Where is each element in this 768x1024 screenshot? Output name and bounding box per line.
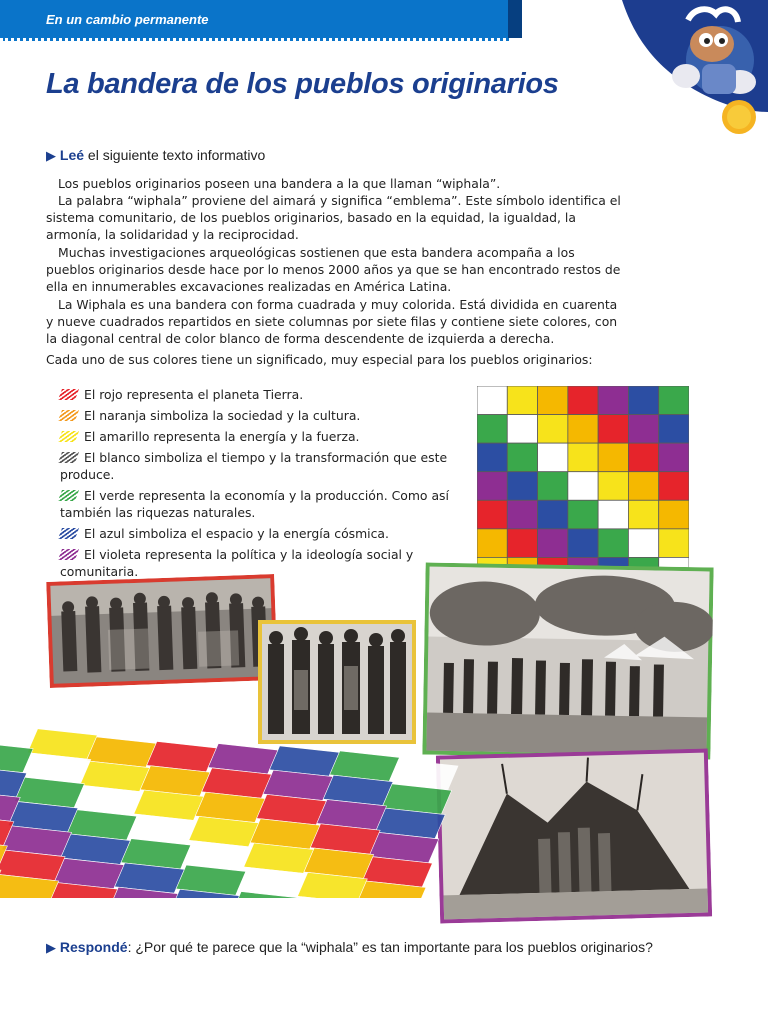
wiphala-square xyxy=(538,500,568,529)
page-title: La bandera de los pueblos originarios xyxy=(46,68,559,100)
wiphala-square xyxy=(598,386,628,415)
legend-item-orange: El naranja simboliza la sociedad y la cultura. xyxy=(60,407,455,424)
wiphala-square xyxy=(628,500,658,529)
wiphala-square xyxy=(507,529,537,558)
blue-swatch-icon xyxy=(58,528,79,539)
wiphala-square xyxy=(659,386,689,415)
photo-group-portrait-1 xyxy=(46,574,278,688)
wiphala-square xyxy=(659,500,689,529)
wiphala-square xyxy=(477,529,507,558)
triangle-bullet-icon: ▶ xyxy=(46,940,56,955)
legend-item-yellow: El amarillo representa la energía y la fuerza. xyxy=(60,428,455,445)
white-swatch-icon xyxy=(58,452,79,463)
wiphala-square xyxy=(659,529,689,558)
wiphala-square xyxy=(538,529,568,558)
paragraph-1: Los pueblos originarios poseen una bandera a la que llaman “wiphala”. xyxy=(58,176,501,191)
wiphala-square xyxy=(628,529,658,558)
red-swatch-icon xyxy=(58,389,79,400)
wiphala-square xyxy=(659,443,689,472)
wiphala-square xyxy=(568,500,598,529)
wiphala-square xyxy=(477,443,507,472)
wiphala-square xyxy=(507,386,537,415)
wiphala-square xyxy=(477,472,507,501)
wiphala-square xyxy=(507,500,537,529)
wiphala-square xyxy=(477,500,507,529)
wiphala-square xyxy=(598,472,628,501)
photo-tent-scene xyxy=(436,748,712,923)
paragraph-3: Muchas investigaciones arqueológicas sostienen que esta bandera acompaña a los pueblos originarios desde hace por lo menos 2000 años ya que se han encontrado restos de ella en innumerables excavaciones realizadas en América Latina. xyxy=(46,245,621,294)
wiphala-square xyxy=(568,443,598,472)
wiphala-square xyxy=(598,500,628,529)
wiphala-square xyxy=(598,415,628,444)
legend-item-red: El rojo representa el planeta Tierra. xyxy=(60,386,455,403)
wiphala-square xyxy=(477,386,507,415)
wiphala-square xyxy=(628,472,658,501)
yellow-swatch-icon xyxy=(58,431,79,442)
waving-wiphala-flag xyxy=(0,708,470,898)
instruction-verb: Leé xyxy=(59,147,85,163)
section-title: En un cambio permanente xyxy=(46,12,209,27)
orange-swatch-icon xyxy=(58,410,79,421)
wiphala-square xyxy=(659,472,689,501)
wiphala-square xyxy=(507,443,537,472)
reading-instruction xyxy=(46,147,265,164)
wiphala-square xyxy=(628,443,658,472)
paragraph-4: La Wiphala es una bandera con forma cuadrada y muy colorida. Está dividida en cuarenta y nueve cuadrados repartidos en siete columnas por siete filas y contiene siete colores, con la diagonal central de color blanco de forma descendente de izquierda a derecha. xyxy=(46,297,618,346)
paragraph-5: Cada uno de sus colores tiene un significado, muy especial para los pueblos originarios: xyxy=(46,352,593,367)
legend-item-violet: El violeta representa la política y la ideología social y comunitaria. xyxy=(60,546,455,580)
wiphala-square xyxy=(538,386,568,415)
wiphala-square xyxy=(538,472,568,501)
paragraph-2: La palabra “wiphala” proviene del aimará y significa “emblema”. Este símbolo identifica el sistema comunitario, de los pueblos originarios, basado en la equidad, la igualdad, la armonía, la solidaridad y la reciprocidad. xyxy=(46,193,621,242)
question-verb: Respondé xyxy=(59,939,128,955)
mascot-illustration xyxy=(622,0,768,140)
wiphala-square xyxy=(507,415,537,444)
question-prompt xyxy=(46,939,653,956)
legend-item-white: El blanco simboliza el tiempo y la transformación que este produce. xyxy=(60,449,455,483)
wiphala-square xyxy=(628,386,658,415)
wiphala-square xyxy=(598,443,628,472)
violet-swatch-icon xyxy=(58,549,79,560)
wiphala-square xyxy=(598,529,628,558)
green-swatch-icon xyxy=(58,490,79,501)
wiphala-square xyxy=(628,415,658,444)
wiphala-square xyxy=(477,415,507,444)
triangle-bullet-icon: ▶ xyxy=(46,148,56,163)
question-text: : ¿Por qué te parece que la “wiphala” es tan importante para los pueblos originarios? xyxy=(127,939,653,955)
wiphala-square xyxy=(568,415,598,444)
wiphala-flag-grid xyxy=(477,386,689,586)
wiphala-square xyxy=(568,472,598,501)
legend-item-green: El verde representa la economía y la producción. Como así también las riquezas naturales. xyxy=(60,487,455,521)
colors-legend xyxy=(60,386,455,584)
wiphala-square xyxy=(568,529,598,558)
instruction-text: el siguiente texto informativo xyxy=(84,147,266,163)
wiphala-square xyxy=(538,415,568,444)
wiphala-square xyxy=(568,386,598,415)
wiphala-square xyxy=(659,415,689,444)
banner-edge xyxy=(508,0,522,38)
wiphala-square xyxy=(538,443,568,472)
legend-item-blue: El azul simboliza el espacio y la energía cósmica. xyxy=(60,525,455,542)
wiphala-square xyxy=(507,472,537,501)
